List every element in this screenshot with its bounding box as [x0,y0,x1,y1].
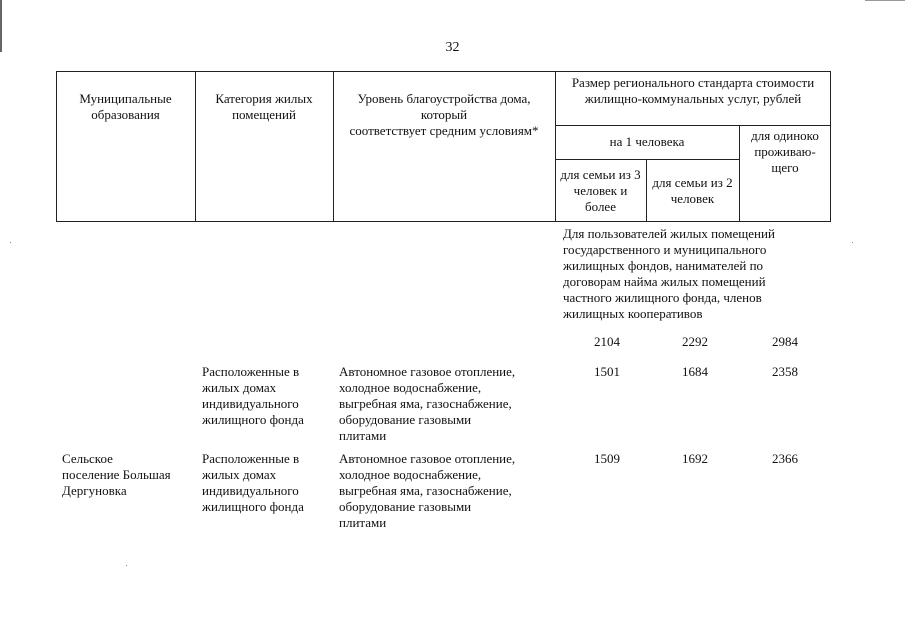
header-family2: для семьи из 2 человек [652,175,733,206]
row-3-municipal: Сельское поселение Большая Дергуновка [62,451,171,498]
row-divider [555,159,740,160]
row-3-level: Автономное газовое отопление, холодное водоснабжение, выгребная яма, газоснабжение, оборудование газовыми плитами [339,451,516,530]
scan-top-mark [865,0,905,1]
row-divider [555,125,831,126]
column-divider [195,71,196,222]
header-single: для одиноко проживаю-щего [751,128,819,175]
column-divider [646,159,647,222]
page-number: 32 [445,40,460,55]
column-divider [555,71,556,222]
column-divider [739,125,740,222]
header-per-person: на 1 человека [609,134,685,149]
row-1-single: 2984 [772,334,798,349]
header-standard: Размер регионального стандарта стоимости жилищно-коммунальных услуг, рублей [571,75,815,106]
scan-dot [126,565,127,566]
row-3-family2: 1692 [682,451,708,466]
header-family3: для семьи из 3 человек и более [560,167,641,214]
row-2-family3: 1501 [594,364,620,379]
row-3-single: 2366 [772,451,798,466]
group-note: Для пользователей жилых помещений государственного и муниципального жилищных фондов, нанимателей по договорам найма жилых помещений частного жилищного фонда, членов жилищных кооперативов [563,226,775,321]
scan-dot [852,242,853,243]
row-3-category: Расположенные в жилых домах индивидуального жилищного фонда [202,451,304,514]
header-level: Уровень благоустройства дома, который соответствует средним условиям* [349,91,539,138]
row-1-family2: 2292 [682,334,708,349]
row-2-category: Расположенные в жилых домах индивидуального жилищного фонда [202,364,304,427]
row-2-single: 2358 [772,364,798,379]
row-1-family3: 2104 [594,334,620,349]
scan-dot [10,242,11,243]
row-3-family3: 1509 [594,451,620,466]
column-divider [333,71,334,222]
header-category: Категория жилых помещений [215,91,313,122]
header-municipal: Муниципальные образования [79,91,172,122]
row-2-family2: 1684 [682,364,708,379]
row-2-level: Автономное газовое отопление, холодное водоснабжение, выгребная яма, газоснабжение, оборудование газовыми плитами [339,364,516,443]
